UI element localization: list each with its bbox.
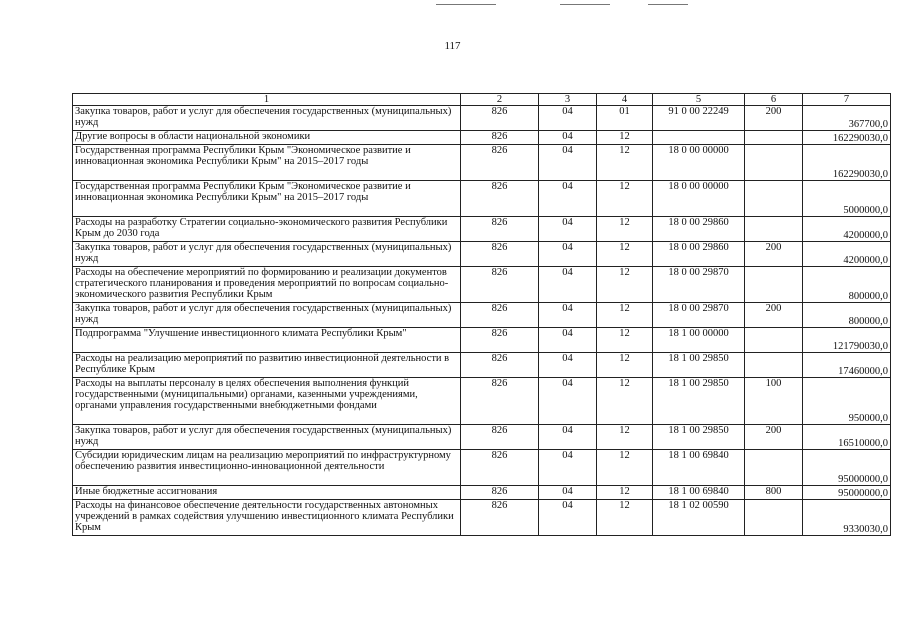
row-code-cell: 826: [461, 145, 539, 181]
row-section-cell: 04: [539, 217, 597, 242]
row-target-article-cell: 18 0 00 00000: [653, 145, 745, 181]
table-row: [73, 425, 891, 450]
row-name-cell: Расходы на финансовое обеспечение деятельности государственных автономных учреждений в рамках содействия улучшению инвестиционного климата Республики Крым: [73, 500, 461, 536]
row-subsection-cell: 12: [597, 353, 653, 378]
row-name-cell: Расходы на обеспечение мероприятий по формированию и реализации документов стратегического планирования и проведения мероприятий по вопросам социально-экономического развития Республики Крым: [73, 267, 461, 303]
row-expense-type-cell: [745, 267, 803, 303]
row-section-cell: 04: [539, 145, 597, 181]
row-expense-type-cell: [745, 131, 803, 145]
row-amount-cell: 17460000,0: [803, 353, 891, 378]
header-cell: 1: [73, 94, 461, 106]
row-amount-cell: 9330030,0: [803, 500, 891, 536]
row-target-article-cell: 18 0 00 29870: [653, 267, 745, 303]
row-amount-cell: 95000000,0: [803, 486, 891, 500]
row-subsection-cell: 12: [597, 303, 653, 328]
row-subsection-cell: 12: [597, 242, 653, 267]
row-subsection-cell: 12: [597, 217, 653, 242]
row-amount-cell: 95000000,0: [803, 450, 891, 486]
row-amount-cell: 162290030,0: [803, 131, 891, 145]
row-code-cell: 826: [461, 242, 539, 267]
row-expense-type-cell: 200: [745, 106, 803, 131]
row-section-cell: 04: [539, 425, 597, 450]
row-code-cell: 826: [461, 303, 539, 328]
table-row: [73, 217, 891, 242]
row-name-cell: Закупка товаров, работ и услуг для обеспечения государственных (муниципальных) нужд: [73, 425, 461, 450]
row-expense-type-cell: 800: [745, 486, 803, 500]
row-amount-cell: 4200000,0: [803, 217, 891, 242]
row-amount-cell: 800000,0: [803, 303, 891, 328]
table-row: [73, 181, 891, 217]
table-header-row: [73, 94, 891, 106]
row-subsection-cell: 12: [597, 145, 653, 181]
row-amount-cell: 5000000,0: [803, 181, 891, 217]
table-row: [73, 486, 891, 500]
row-target-article-cell: 18 0 00 29860: [653, 217, 745, 242]
row-section-cell: 04: [539, 328, 597, 353]
header-cell: 5: [653, 94, 745, 106]
row-code-cell: 826: [461, 131, 539, 145]
row-expense-type-cell: 200: [745, 303, 803, 328]
row-subsection-cell: 12: [597, 181, 653, 217]
row-target-article-cell: 18 1 00 69840: [653, 450, 745, 486]
row-amount-cell: 950000,0: [803, 378, 891, 425]
row-subsection-cell: 12: [597, 450, 653, 486]
row-code-cell: 826: [461, 181, 539, 217]
row-section-cell: 04: [539, 131, 597, 145]
row-expense-type-cell: 200: [745, 425, 803, 450]
row-subsection-cell: 12: [597, 267, 653, 303]
row-amount-cell: 367700,0: [803, 106, 891, 131]
row-name-cell: Другие вопросы в области национальной экономики: [73, 131, 461, 145]
row-name-cell: Государственная программа Республики Крым "Экономическое развитие и инновационная экономика Республики Крым" на 2015–2017 годы: [73, 145, 461, 181]
row-target-article-cell: 18 0 00 29860: [653, 242, 745, 267]
budget-table: [72, 93, 891, 536]
row-section-cell: 04: [539, 486, 597, 500]
row-code-cell: 826: [461, 486, 539, 500]
row-target-article-cell: 18 1 00 29850: [653, 378, 745, 425]
header-cell: 3: [539, 94, 597, 106]
row-section-cell: 04: [539, 106, 597, 131]
row-name-cell: Подпрограмма "Улучшение инвестиционного климата Республики Крым": [73, 328, 461, 353]
row-target-article-cell: 18 1 00 00000: [653, 328, 745, 353]
scan-artifact-line: [648, 4, 688, 5]
row-amount-cell: 800000,0: [803, 267, 891, 303]
row-expense-type-cell: [745, 328, 803, 353]
row-section-cell: 04: [539, 303, 597, 328]
row-code-cell: 826: [461, 450, 539, 486]
row-section-cell: 04: [539, 181, 597, 217]
row-target-article-cell: 18 1 00 69840: [653, 486, 745, 500]
row-expense-type-cell: [745, 145, 803, 181]
header-cell: 2: [461, 94, 539, 106]
row-section-cell: 04: [539, 378, 597, 425]
row-section-cell: 04: [539, 242, 597, 267]
table-row: [73, 242, 891, 267]
row-target-article-cell: 18 1 02 00590: [653, 500, 745, 536]
row-target-article-cell: 18 0 00 29870: [653, 303, 745, 328]
header-cell: 6: [745, 94, 803, 106]
row-expense-type-cell: 200: [745, 242, 803, 267]
page-number: 117: [444, 40, 461, 52]
row-target-article-cell: 18 1 00 29850: [653, 425, 745, 450]
scan-artifact-line: [560, 4, 610, 5]
scan-artifact-line: [436, 4, 496, 5]
row-expense-type-cell: 100: [745, 378, 803, 425]
row-expense-type-cell: [745, 500, 803, 536]
row-target-article-cell: [653, 131, 745, 145]
row-name-cell: Расходы на выплаты персоналу в целях обеспечения выполнения функций государственными (муниципальными) органами, казенными учреждениями, органами управления государственными внебюджетными фондами: [73, 378, 461, 425]
row-amount-cell: 16510000,0: [803, 425, 891, 450]
row-section-cell: 04: [539, 267, 597, 303]
row-subsection-cell: 01: [597, 106, 653, 131]
row-name-cell: Иные бюджетные ассигнования: [73, 486, 461, 500]
row-subsection-cell: 12: [597, 500, 653, 536]
row-name-cell: Расходы на реализацию мероприятий по развитию инвестиционной деятельности в Республике Крым: [73, 353, 461, 378]
table-row: [73, 303, 891, 328]
row-section-cell: 04: [539, 353, 597, 378]
row-code-cell: 826: [461, 328, 539, 353]
row-expense-type-cell: [745, 181, 803, 217]
table-row: [73, 145, 891, 181]
row-code-cell: 826: [461, 217, 539, 242]
row-code-cell: 826: [461, 425, 539, 450]
row-name-cell: Субсидии юридическим лицам на реализацию мероприятий по инфраструктурному обеспечению развития инвестиционно-инновационной деятельности: [73, 450, 461, 486]
row-target-article-cell: 91 0 00 22249: [653, 106, 745, 131]
table-row: [73, 131, 891, 145]
row-subsection-cell: 12: [597, 378, 653, 425]
row-code-cell: 826: [461, 106, 539, 131]
row-subsection-cell: 12: [597, 328, 653, 353]
table-row: [73, 328, 891, 353]
row-expense-type-cell: [745, 217, 803, 242]
row-name-cell: Закупка товаров, работ и услуг для обеспечения государственных (муниципальных) нужд: [73, 303, 461, 328]
table-row: [73, 267, 891, 303]
table-row: [73, 378, 891, 425]
row-code-cell: 826: [461, 353, 539, 378]
row-amount-cell: 4200000,0: [803, 242, 891, 267]
row-name-cell: Закупка товаров, работ и услуг для обеспечения государственных (муниципальных) нужд: [73, 242, 461, 267]
row-amount-cell: 121790030,0: [803, 328, 891, 353]
header-cell: 7: [803, 94, 891, 106]
table-row: [73, 500, 891, 536]
row-name-cell: Государственная программа Республики Крым "Экономическое развитие и инновационная экономика Республики Крым" на 2015–2017 годы: [73, 181, 461, 217]
header-cell: 4: [597, 94, 653, 106]
row-name-cell: Расходы на разработку Стратегии социально-экономического развития Республики Крым до 2030 года: [73, 217, 461, 242]
row-expense-type-cell: [745, 353, 803, 378]
row-subsection-cell: 12: [597, 425, 653, 450]
row-code-cell: 826: [461, 500, 539, 536]
row-expense-type-cell: [745, 450, 803, 486]
row-subsection-cell: 12: [597, 486, 653, 500]
row-amount-cell: 162290030,0: [803, 145, 891, 181]
row-target-article-cell: 18 0 00 00000: [653, 181, 745, 217]
row-code-cell: 826: [461, 378, 539, 425]
row-section-cell: 04: [539, 450, 597, 486]
row-target-article-cell: 18 1 00 29850: [653, 353, 745, 378]
row-code-cell: 826: [461, 267, 539, 303]
table-row: [73, 450, 891, 486]
row-subsection-cell: 12: [597, 131, 653, 145]
table-row: [73, 106, 891, 131]
table-row: [73, 353, 891, 378]
row-name-cell: Закупка товаров, работ и услуг для обеспечения государственных (муниципальных) нужд: [73, 106, 461, 131]
row-section-cell: 04: [539, 500, 597, 536]
